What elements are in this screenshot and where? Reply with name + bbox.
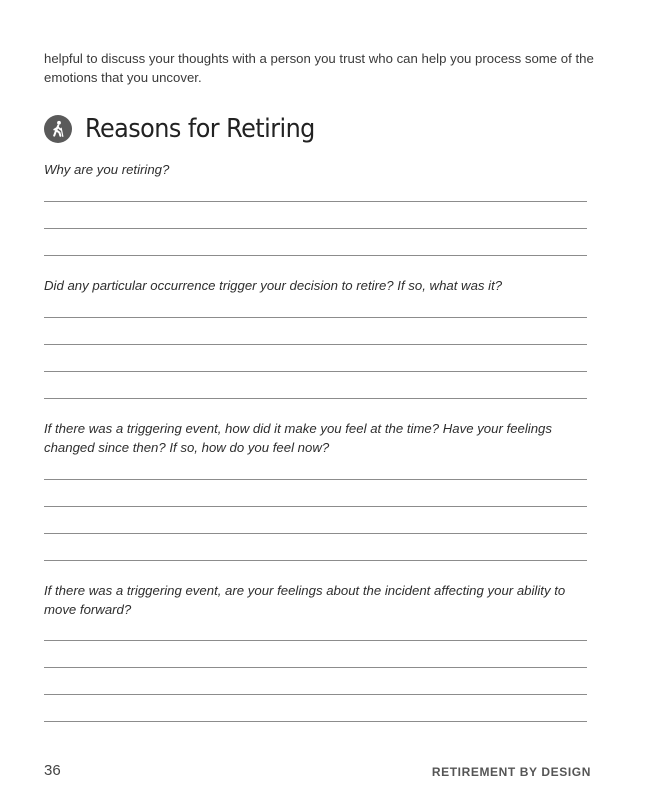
- answer-line[interactable]: [44, 640, 587, 641]
- answer-line[interactable]: [44, 721, 587, 722]
- question-4: If there was a triggering event, are your feelings about the incident affecting your ability to move forward?: [44, 583, 566, 617]
- running-footer-title: RETIREMENT BY DESIGN: [431, 765, 591, 779]
- answer-line[interactable]: [44, 228, 587, 229]
- answer-line[interactable]: [44, 560, 587, 561]
- section-title: Reasons for Retiring: [85, 114, 315, 144]
- question-2: Did any particular occurrence trigger your decision to retire? If so, what was it?: [44, 278, 503, 293]
- answer-line[interactable]: [44, 398, 587, 399]
- question-1: Why are you retiring?: [44, 162, 170, 177]
- answer-line[interactable]: [44, 371, 587, 372]
- answer-line[interactable]: [44, 667, 587, 668]
- intro-paragraph: helpful to discuss your thoughts with a person you trust who can help you process some of the emotions that you uncover.: [44, 51, 594, 85]
- section-heading: [44, 112, 335, 146]
- answer-line[interactable]: [44, 255, 587, 256]
- answer-line[interactable]: [44, 317, 587, 318]
- answer-line[interactable]: [44, 506, 587, 507]
- answer-line[interactable]: [44, 344, 587, 345]
- page-number: 36: [44, 762, 61, 779]
- walking-person-icon: [44, 115, 72, 143]
- answer-line[interactable]: [44, 533, 587, 534]
- answer-line[interactable]: [44, 694, 587, 695]
- answer-line[interactable]: [44, 201, 587, 202]
- answer-line[interactable]: [44, 479, 587, 480]
- question-3: If there was a triggering event, how did it make you feel at the time? Have your feelings changed since then? If so, how do you feel now?: [44, 421, 552, 455]
